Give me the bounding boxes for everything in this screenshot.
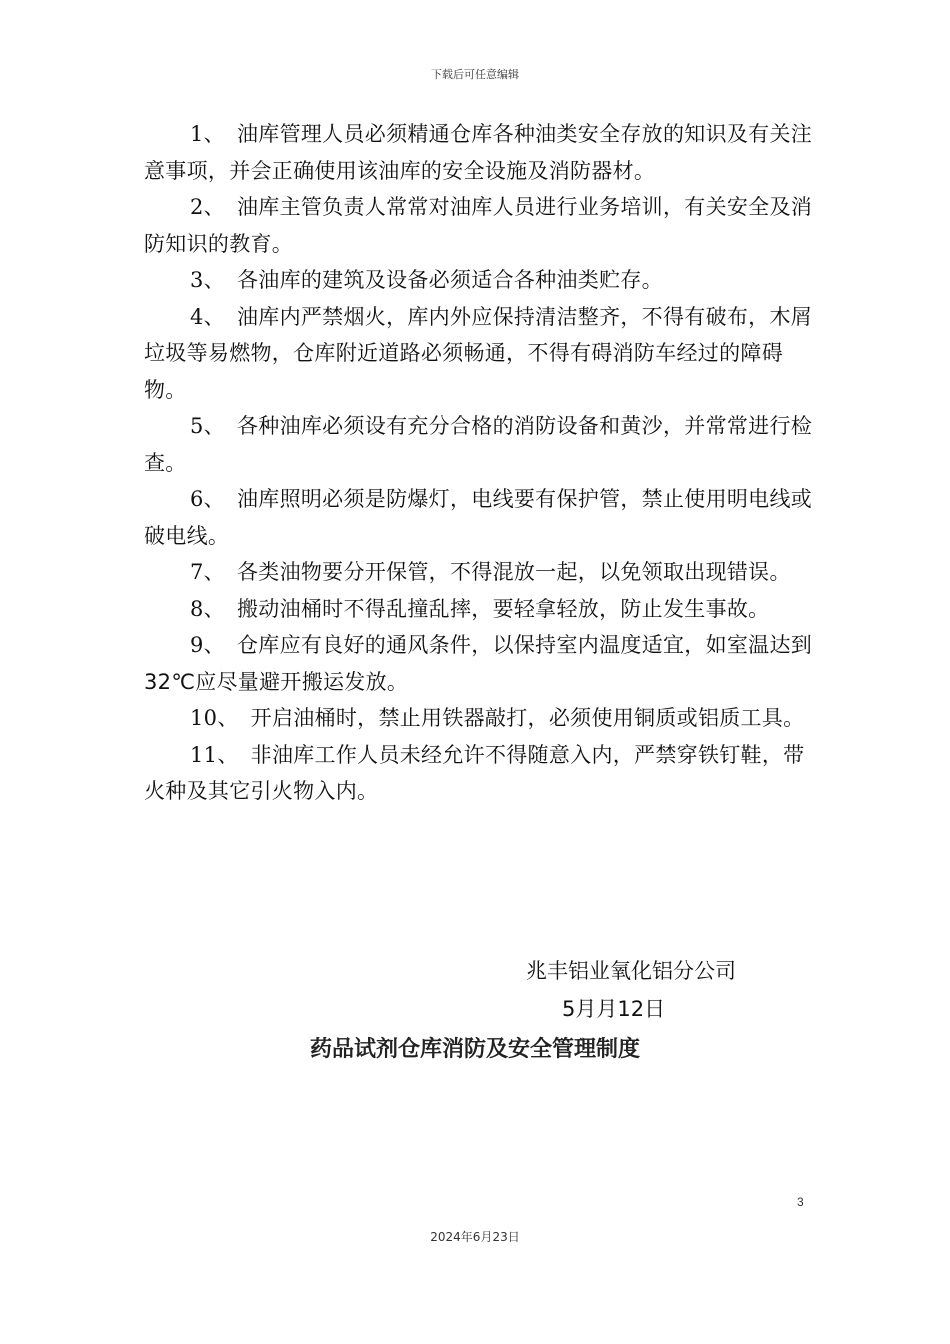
rule-text: 非油库工作人员未经允许不得随意入内，严禁穿铁钉鞋，带火种及其它引火物入内。 (144, 742, 805, 803)
rule-text: 各种油库必须设有充分合格的消防设备和黄沙，并常常进行检查。 (144, 414, 813, 475)
next-section-title: 药品试剂仓库消防及安全管理制度 (309, 1037, 640, 1062)
rule-number: 4 (190, 304, 204, 329)
rule-number: 11 (190, 742, 218, 767)
rule-item (144, 737, 814, 810)
rule-number: 5 (190, 414, 204, 438)
rule-separator: 、 (203, 268, 225, 292)
rule-item (144, 554, 814, 591)
rule-text: 油库管理人员必须精通仓库各种油类安全存放的知识及有关注意事项，并会正确使用该油库的安全设施及消防器材。 (144, 122, 813, 183)
rules-list (144, 116, 814, 810)
signature-company: 兆丰铝业氧化铝分公司 (526, 959, 736, 983)
rule-item (144, 591, 814, 628)
rule-text: 油库主管负责人常常对油库人员进行业务培训，有关安全及消防知识的教育。 (144, 195, 813, 256)
rule-number: 7 (190, 560, 204, 584)
rule-number: 10 (190, 706, 218, 730)
rule-number: 6 (190, 487, 204, 511)
rule-item (144, 116, 814, 189)
rule-separator: 、 (203, 304, 225, 329)
rule-number: 9 (190, 633, 204, 657)
page-number: 3 (797, 1195, 804, 1209)
rule-separator: 、 (203, 560, 225, 584)
rule-text: 油库照明必须是防爆灯，电线要有保护管，禁止使用明电线或破电线。 (144, 487, 813, 548)
rule-text: 搬动油桶时不得乱撞乱摔，要轻拿轻放，防止发生事故。 (236, 596, 770, 621)
rule-number: 2 (190, 195, 204, 219)
rule-separator: 、 (203, 122, 225, 146)
rule-separator: 、 (203, 596, 225, 621)
rule-item (144, 627, 814, 700)
rule-separator: 、 (203, 487, 225, 511)
signature-date: 5月月12日 (562, 997, 666, 1021)
rule-item (144, 299, 814, 409)
rule-separator: 、 (203, 633, 225, 657)
rule-number: 8 (190, 596, 204, 621)
rule-separator: 、 (217, 706, 239, 730)
rule-item (144, 262, 814, 299)
rule-item (144, 189, 814, 262)
rule-text: 开启油桶时，禁止用铁器敲打，必须使用铜质或铝质工具。 (250, 706, 805, 730)
rule-number: 1 (190, 122, 204, 146)
rule-item (144, 408, 814, 481)
rule-separator: 、 (217, 742, 239, 767)
rule-separator: 、 (203, 195, 225, 219)
rule-text: 油库内严禁烟火，库内外应保持清洁整齐，不得有破布，木屑垃圾等易燃物，仓库附近道路必须畅通，不得有碍消防车经过的障碍物。 (144, 304, 813, 402)
rule-text: 仓库应有良好的通风条件，以保持室内温度适宜，如室温达到32℃应尽量避开搬运发放。 (144, 633, 813, 694)
rule-text: 各油库的建筑及设备必须适合各种油类贮存。 (236, 268, 663, 292)
rule-separator: 、 (203, 414, 225, 438)
footer-date: 2024年6月23日 (430, 1230, 520, 1244)
rule-item (144, 481, 814, 554)
header-note: 下载后可任意编辑 (431, 68, 519, 81)
rule-number: 3 (190, 268, 204, 292)
rule-item (144, 700, 814, 737)
rule-text: 各类油物要分开保管，不得混放一起，以免领取出现错误。 (236, 560, 791, 584)
